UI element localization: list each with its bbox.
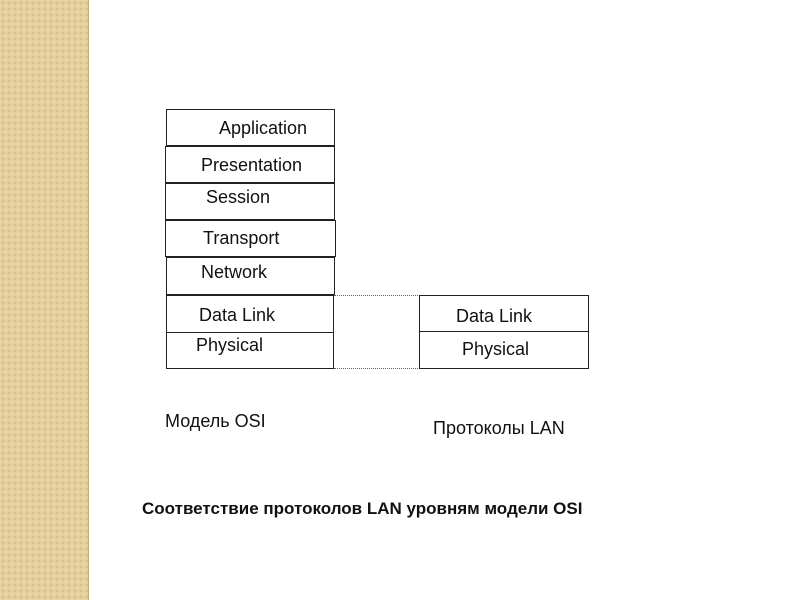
connector-bottom-line — [334, 368, 420, 369]
lan-datalink-divider — [419, 331, 589, 332]
osi-layer-application: Application — [219, 118, 308, 138]
lan-layer-datalink: Data Link — [456, 306, 533, 326]
connector-top-line — [334, 295, 420, 296]
decorative-sidebar — [0, 0, 89, 600]
osi-caption: Модель OSI — [165, 411, 266, 431]
osi-layer-physical: Physical — [196, 335, 264, 355]
osi-layer-network: Network — [201, 262, 268, 282]
osi-datalink-divider — [166, 332, 334, 333]
osi-layer-session: Session — [206, 187, 271, 207]
lan-caption: Протоколы LAN — [433, 418, 565, 438]
osi-layer-datalink: Data Link — [199, 305, 276, 325]
diagram-title: Соответствие протоколов LAN уровням модели OSI — [142, 499, 583, 518]
lan-layer-physical: Physical — [462, 339, 530, 359]
osi-layer-transport: Transport — [203, 228, 280, 248]
osi-layer-presentation: Presentation — [201, 155, 303, 175]
